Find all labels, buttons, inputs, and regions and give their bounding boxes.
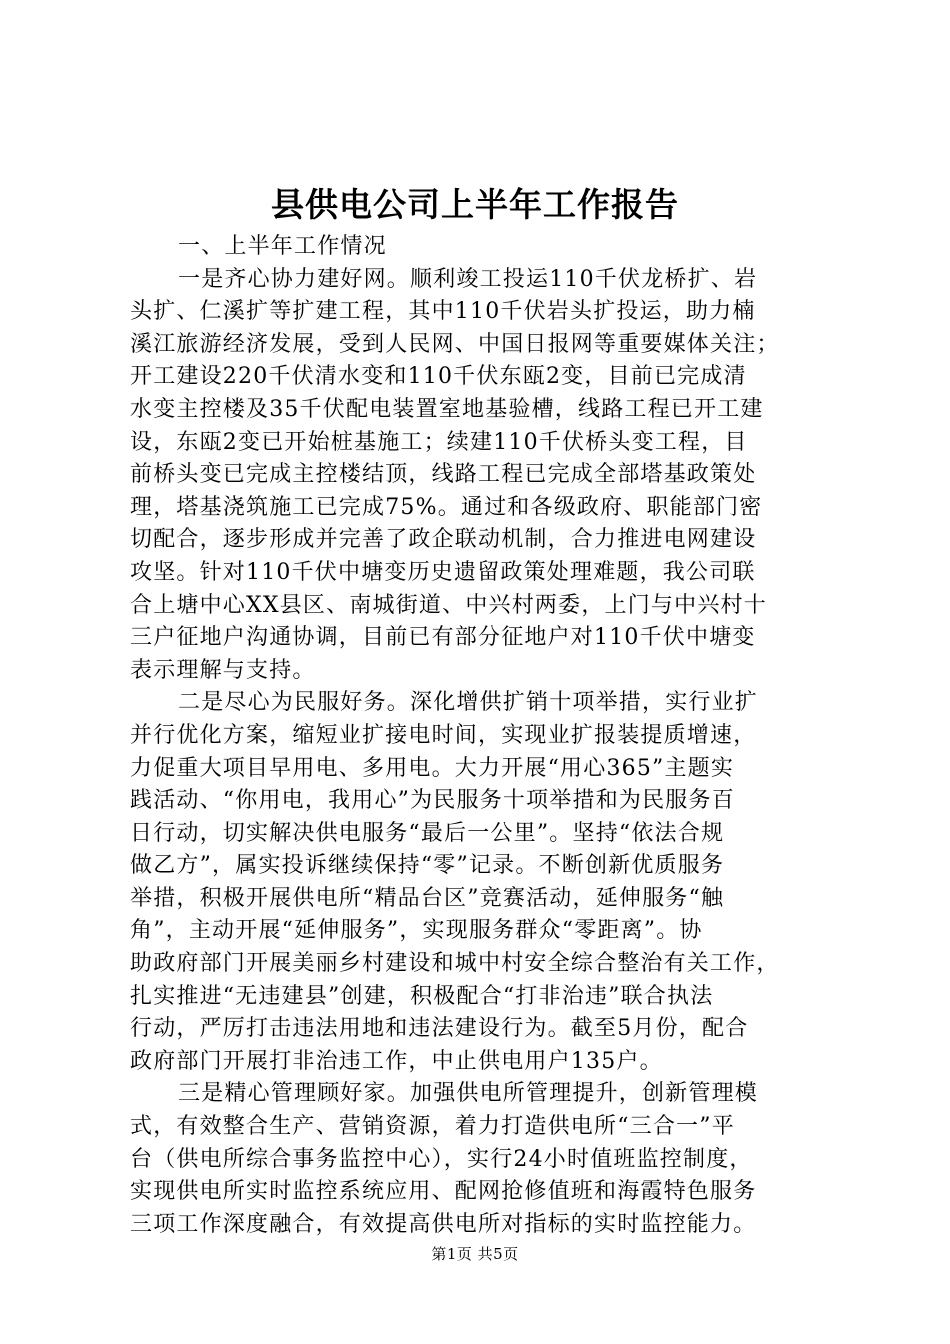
document-body [130, 231, 832, 1241]
text-line: 一、上半年工作情况 [178, 234, 387, 259]
text-line: 溪江旅游经济发展，受到人民网、中国日报网等重要媒体关注； [130, 331, 780, 357]
text-line: 行动，严厉打击违法用地和违法建设行为。截至5月份，配合 [130, 1016, 749, 1042]
text-line: 角”，主动开展“延伸服务”，实现服务群众“零距离”。协 [130, 918, 703, 944]
text-line: 表示理解与支持。 [130, 657, 316, 683]
text-line: 实现供电所实时监控系统应用、配网抢修值班和海霞特色服务 [130, 1179, 757, 1205]
text-line: 理，塔基浇筑施工已完成75%。通过和各级政府、职能部门密 [130, 494, 763, 520]
text-line: 力促重大项目早用电、多用电。大力开展“用心365”主题实 [130, 755, 735, 781]
text-line: 式，有效整合生产、营销资源，着力打造供电所“三合一”平 [130, 1114, 735, 1140]
text-line: 助政府部门开展美丽乡村建设和城中村安全综合整治有关工作， [130, 951, 780, 977]
text-line: 一是齐心协力建好网。顺利竣工投运110千伏龙桥扩、岩 [178, 266, 758, 292]
document-title: 县供电公司上半年工作报告 [271, 185, 679, 224]
text-line: 政府部门开展打非治违工作，中止供电用户135户。 [130, 1048, 663, 1074]
text-line: 三项工作深度融合，有效提高供电所对指标的实时监控能力。 [130, 1211, 757, 1237]
text-line: 扎实推进“无违建县”创建，积极配合“打非治违”联合执法 [130, 983, 714, 1009]
text-line: 二是尽心为民服好务。深化增供扩销十项举措，实行业扩 [178, 690, 759, 716]
text-line: 头扩、仁溪扩等扩建工程，其中110千伏岩头扩投运，助力楠 [130, 299, 756, 325]
text-line: 水变主控楼及35千伏配电装置室地基验槽，线路工程已开工建 [130, 396, 764, 422]
text-line: 攻坚。针对110千伏中塘变历史遗留政策处理难题，我公司联 [130, 559, 756, 585]
text-line: 举措，积极开展供电所“精品台区”竞赛活动，延伸服务“触 [130, 885, 725, 911]
page-footer: 第1页 共5页 [431, 1245, 519, 1263]
text-line: 前桥头变已完成主控楼结顶，线路工程已完成全部塔基政策处 [130, 462, 757, 488]
text-line: 台（供电所综合事务监控中心），实行24小时值班监控制度， [130, 1146, 753, 1172]
text-line: 开工建设220千伏清水变和110千伏东瓯2变，目前已完成清 [130, 364, 747, 390]
text-line: 合上塘中心XX县区、南城街道、中兴村两委，上门与中兴村十 [130, 592, 767, 618]
text-line: 日行动，切实解决供电服务“最后一公里”。坚持“依法合规 [130, 820, 725, 846]
text-line: 三是精心管理顾好家。加强供电所管理提升，创新管理模 [178, 1081, 759, 1107]
text-line: 三户征地户沟通协调，目前已有部分征地户对110千伏中塘变 [130, 625, 756, 651]
text-line: 切配合，逐步形成并完善了政企联动机制，合力推进电网建设 [130, 527, 757, 553]
text-line: 践活动、“你用电，我用心”为民服务十项举措和为民服务百 [130, 788, 735, 814]
text-line: 设，东瓯2变已开始桩基施工；续建110千伏桥头变工程，目 [130, 429, 748, 455]
text-line: 并行优化方案，缩短业扩接电时间，实现业扩报装提质增速， [130, 722, 757, 748]
text-line: 做乙方”，属实投诉继续保持“零”记录。不断创新优质服务 [130, 853, 725, 879]
